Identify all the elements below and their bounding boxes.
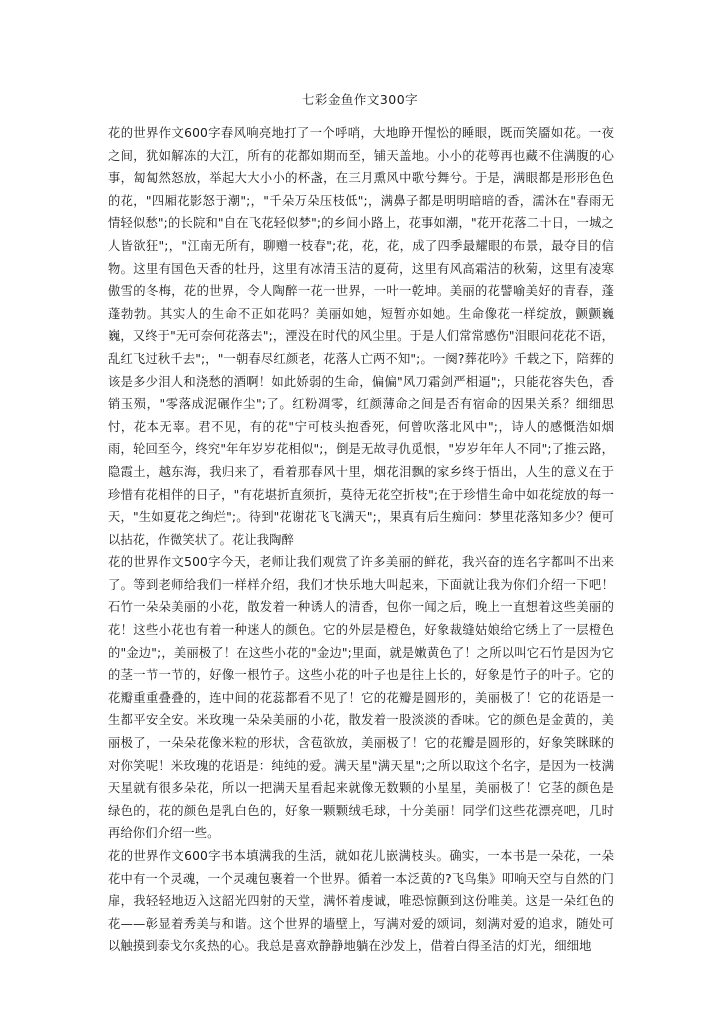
paragraph-flowers-500-teacher: 花的世界作文500字今天，老师让我们观赏了许多美丽的鲜花，我兴奋的连名字都叫不出来了。等到老师给我们一样样介绍，我们才快乐地大叫起来，下面就让我为你们介绍一下吧！石竹一朵朵美丽的小花，散发着一种诱人的清香，包你一闻之后，晚上一直想着这些美丽的花！这些小花也有着一种迷人的颜色。它的外层是橙色，好象裁缝姑娘给它绣上了一层橙色的"金边";，美丽极了！在这些小花的"金边";里面，就是嫩黄色了！之所以叫它石竹是因为它的茎一节一节的，好像一根竹子。这些小花的叶子也是往上长的，好象是竹子的叶子。它的花瓣重重叠叠的，连中间的花蕊都看不见了！它的花瓣是圆形的，美丽极了！它的花语是一生都平安全安。米玫瑰一朵朵美丽的小花，散发着一股淡淡的香味。它的颜色是金黄的，美丽极了，一朵朵花像米粒的形状，含苞欲放，美丽极了！它的花瓣是圆形的，好象笑眯眯的对你笑呢！米玫瑰的花语是：纯纯的爱。满天星"满天星";之所以取这个名字，是因为一枝满天星就有很多朵花，所以一把满天星看起来就像无数颗的小星星，美丽极了！它茎的颜色是绿色的，花的颜色是乳白色的，好象一颗颗绒毛球，十分美丽！同学们这些花漂亮吧，几时再给你们介绍一些。 [108,555,614,841]
document-title: 七彩金鱼作文300字 [301,92,419,107]
paragraph-flowers-600-books: 花的世界作文600字书本填满我的生活，就如花儿嵌满枝头。确实，一本书是一朵花，一朵花中有一个灵魂，一个灵魂包裹着一个世界。循着一本泛黄的?飞鸟集》叩响天空与自然的门扉，我轻轻地迈入这韶光四射的天堂，满怀着虔诚，唯恐惊颤到这份唯美。这是一朵红色的花——彰显着秀美与和谐。这个世界的墙壁上，写满对爱的颂词，刻满对爱的追求，随处可以触摸到泰戈尔炙热的心。我总是喜欢静静地躺在沙发上，借着白得圣洁的灯光，细细地 [108,849,614,954]
paragraph-flowers-600-spring: 花的世界作文600字春风响亮地打了一个呼哨，大地睁开惺忪的睡眼，既而笑靥如花。一夜之间，犹如解冻的大江，所有的花都如期而至，铺天盖地。小小的花萼再也藏不住满腹的心事，匐匐然怒放，举起大大小小的杯盏，在三月熏风中歌兮舞兮。于是，满眼都是形形色色的花，"四厢花影怒于潮";，"千朵万朵压枝低";，满鼻子都是明明暗暗的香，濡沐在"春雨无情轻似愁";的长院和"自在飞花轻似梦";的乡间小路上，花事如潮，"花开花落二十日，一城之人皆欲狂";，"江南无所有，聊赠一枝春";花，花，花，成了四季最耀眼的布景，最夺目的信物。这里有国色天香的牡丹，这里有冰清玉洁的夏荷，这里有风高霜洁的秋菊，这里有凌寒傲雪的冬梅，花的世界，令人陶醉一花一世界，一叶一乾坤。美丽的花譬喻美好的青春，蓬蓬勃勃。其实人的生命不正如花吗？美丽如她，短暂亦如她。生命像花一样绽放，颤颤巍巍，又终于"无可奈何花落去";，湮没在时代的风尘里。于是人们常常感伤"泪眼问花花不语，乱红飞过秋千去";，"一朝春尽红颜老，花落人亡两不知";。一阕?葬花吟》千载之下，陪葬的该是多少泪人和浇愁的酒啊！如此娇弱的生命，偏偏"风刀霜剑严相逼";，只能花容失色，香销玉殒，"零落成泥碾作尘";了。红粉凋零，红颜薄命之间是否有宿命的因果关系？细细思忖，花本无辜。君不见，有的花"宁可枝头抱香死，何曾吹落北风中";，诗人的感慨浩如烟雨，轮回至今，终究"年年岁岁花相似";，倒是无故寻仇觅恨，"岁岁年年人不同";了推云路，隐霞土，越东海，我归来了，看着那春风十里，烟花泪飘的家乡终于悟出，人生的意义在于珍惜有花相伴的日子，"有花堪折直须折，莫待无花空折枝";在于珍惜生命中如花绽放的每一天，"生如夏花之绚烂";。待到"花谢花飞飞满天";，果真有后生痴问：梦里花落知多少？便可以拈花，作微笑状了。花让我陶醉 [108,126,614,547]
document-body [108,122,614,958]
